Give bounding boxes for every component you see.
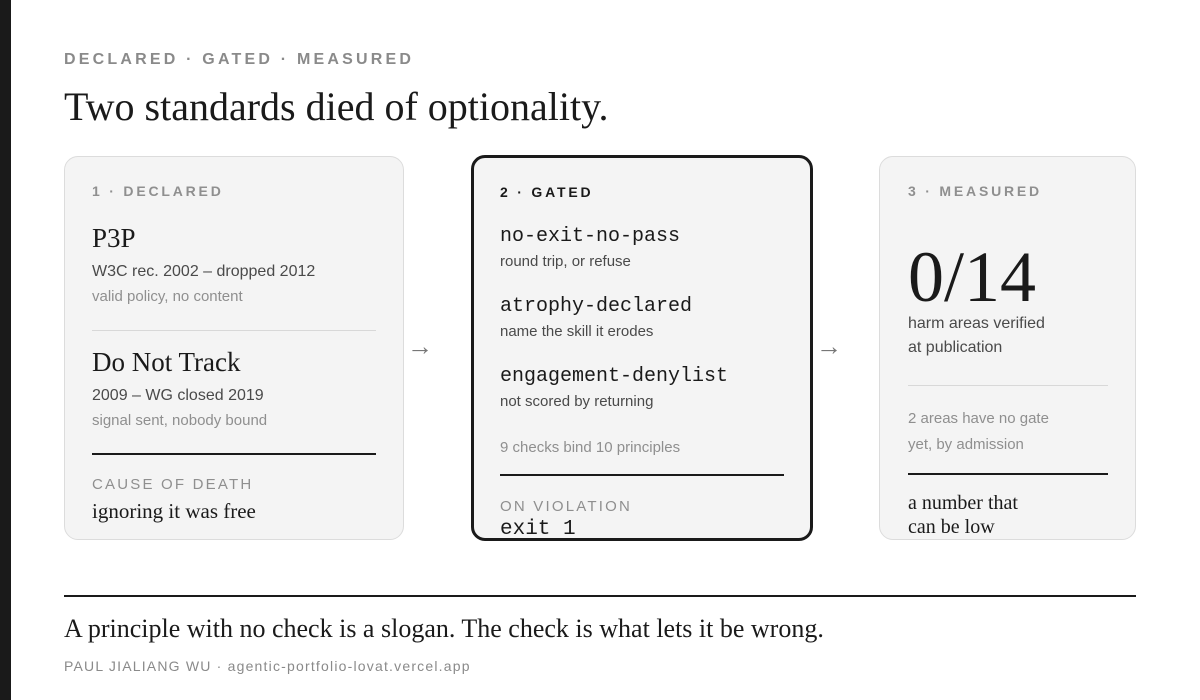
arrow-right-icon: → (816, 331, 842, 361)
gated-card (471, 155, 813, 541)
checks-summary: 9 checks bind 10 principles (500, 439, 681, 456)
measured-value-desc: at publication (908, 339, 1003, 356)
dnt-note: signal sent, nobody bound (92, 412, 268, 429)
exit-code: exit 1 (500, 518, 576, 541)
page-title: Two standards died of optionality. (64, 84, 609, 129)
measured-footer: a number that (908, 492, 1018, 514)
left-edge-bar (0, 0, 11, 700)
divider (64, 595, 1136, 597)
cause-of-death-text: ignoring it was free (92, 499, 256, 523)
arrow-right-icon: → (407, 331, 433, 361)
dnt-title: Do Not Track (92, 347, 241, 377)
declared-card-label: 1 · DECLARED (92, 183, 224, 199)
check-desc: not scored by returning (500, 393, 654, 410)
measured-note: yet, by admission (908, 436, 1024, 453)
p3p-title: P3P (92, 223, 136, 253)
closing-quote: A principle with no check is a slogan. The check is what lets it be wrong. (64, 614, 824, 643)
p3p-detail: W3C rec. 2002 – dropped 2012 (92, 263, 316, 280)
p3p-note: valid policy, no content (92, 288, 243, 305)
divider (908, 473, 1108, 475)
divider (908, 385, 1108, 386)
divider (92, 453, 376, 455)
measured-card-label: 3 · MEASURED (908, 183, 1042, 199)
dnt-detail: 2009 – WG closed 2019 (92, 387, 264, 404)
check-desc: round trip, or refuse (500, 253, 631, 270)
divider (92, 330, 376, 331)
divider (500, 474, 784, 476)
check-code: no-exit-no-pass (500, 225, 681, 248)
check-desc: name the skill it erodes (500, 323, 654, 340)
measured-card (879, 156, 1136, 540)
measured-value-desc: harm areas verified (908, 315, 1045, 332)
byline: PAUL JIALIANG WU · agentic-portfolio-lovat.vercel.app (64, 658, 471, 674)
check-code: engagement-denylist (500, 365, 729, 388)
measured-note: 2 areas have no gate (908, 410, 1049, 427)
gated-card-label: 2 · GATED (500, 184, 594, 200)
declared-card (64, 156, 404, 540)
cause-of-death-label: CAUSE OF DEATH (92, 476, 254, 493)
on-violation-label: ON VIOLATION (500, 498, 632, 515)
measured-footer: can be low (908, 516, 995, 538)
eyebrow: DECLARED · GATED · MEASURED (64, 51, 415, 68)
check-code: atrophy-declared (500, 295, 693, 318)
measured-value: 0/14 (908, 237, 1037, 317)
